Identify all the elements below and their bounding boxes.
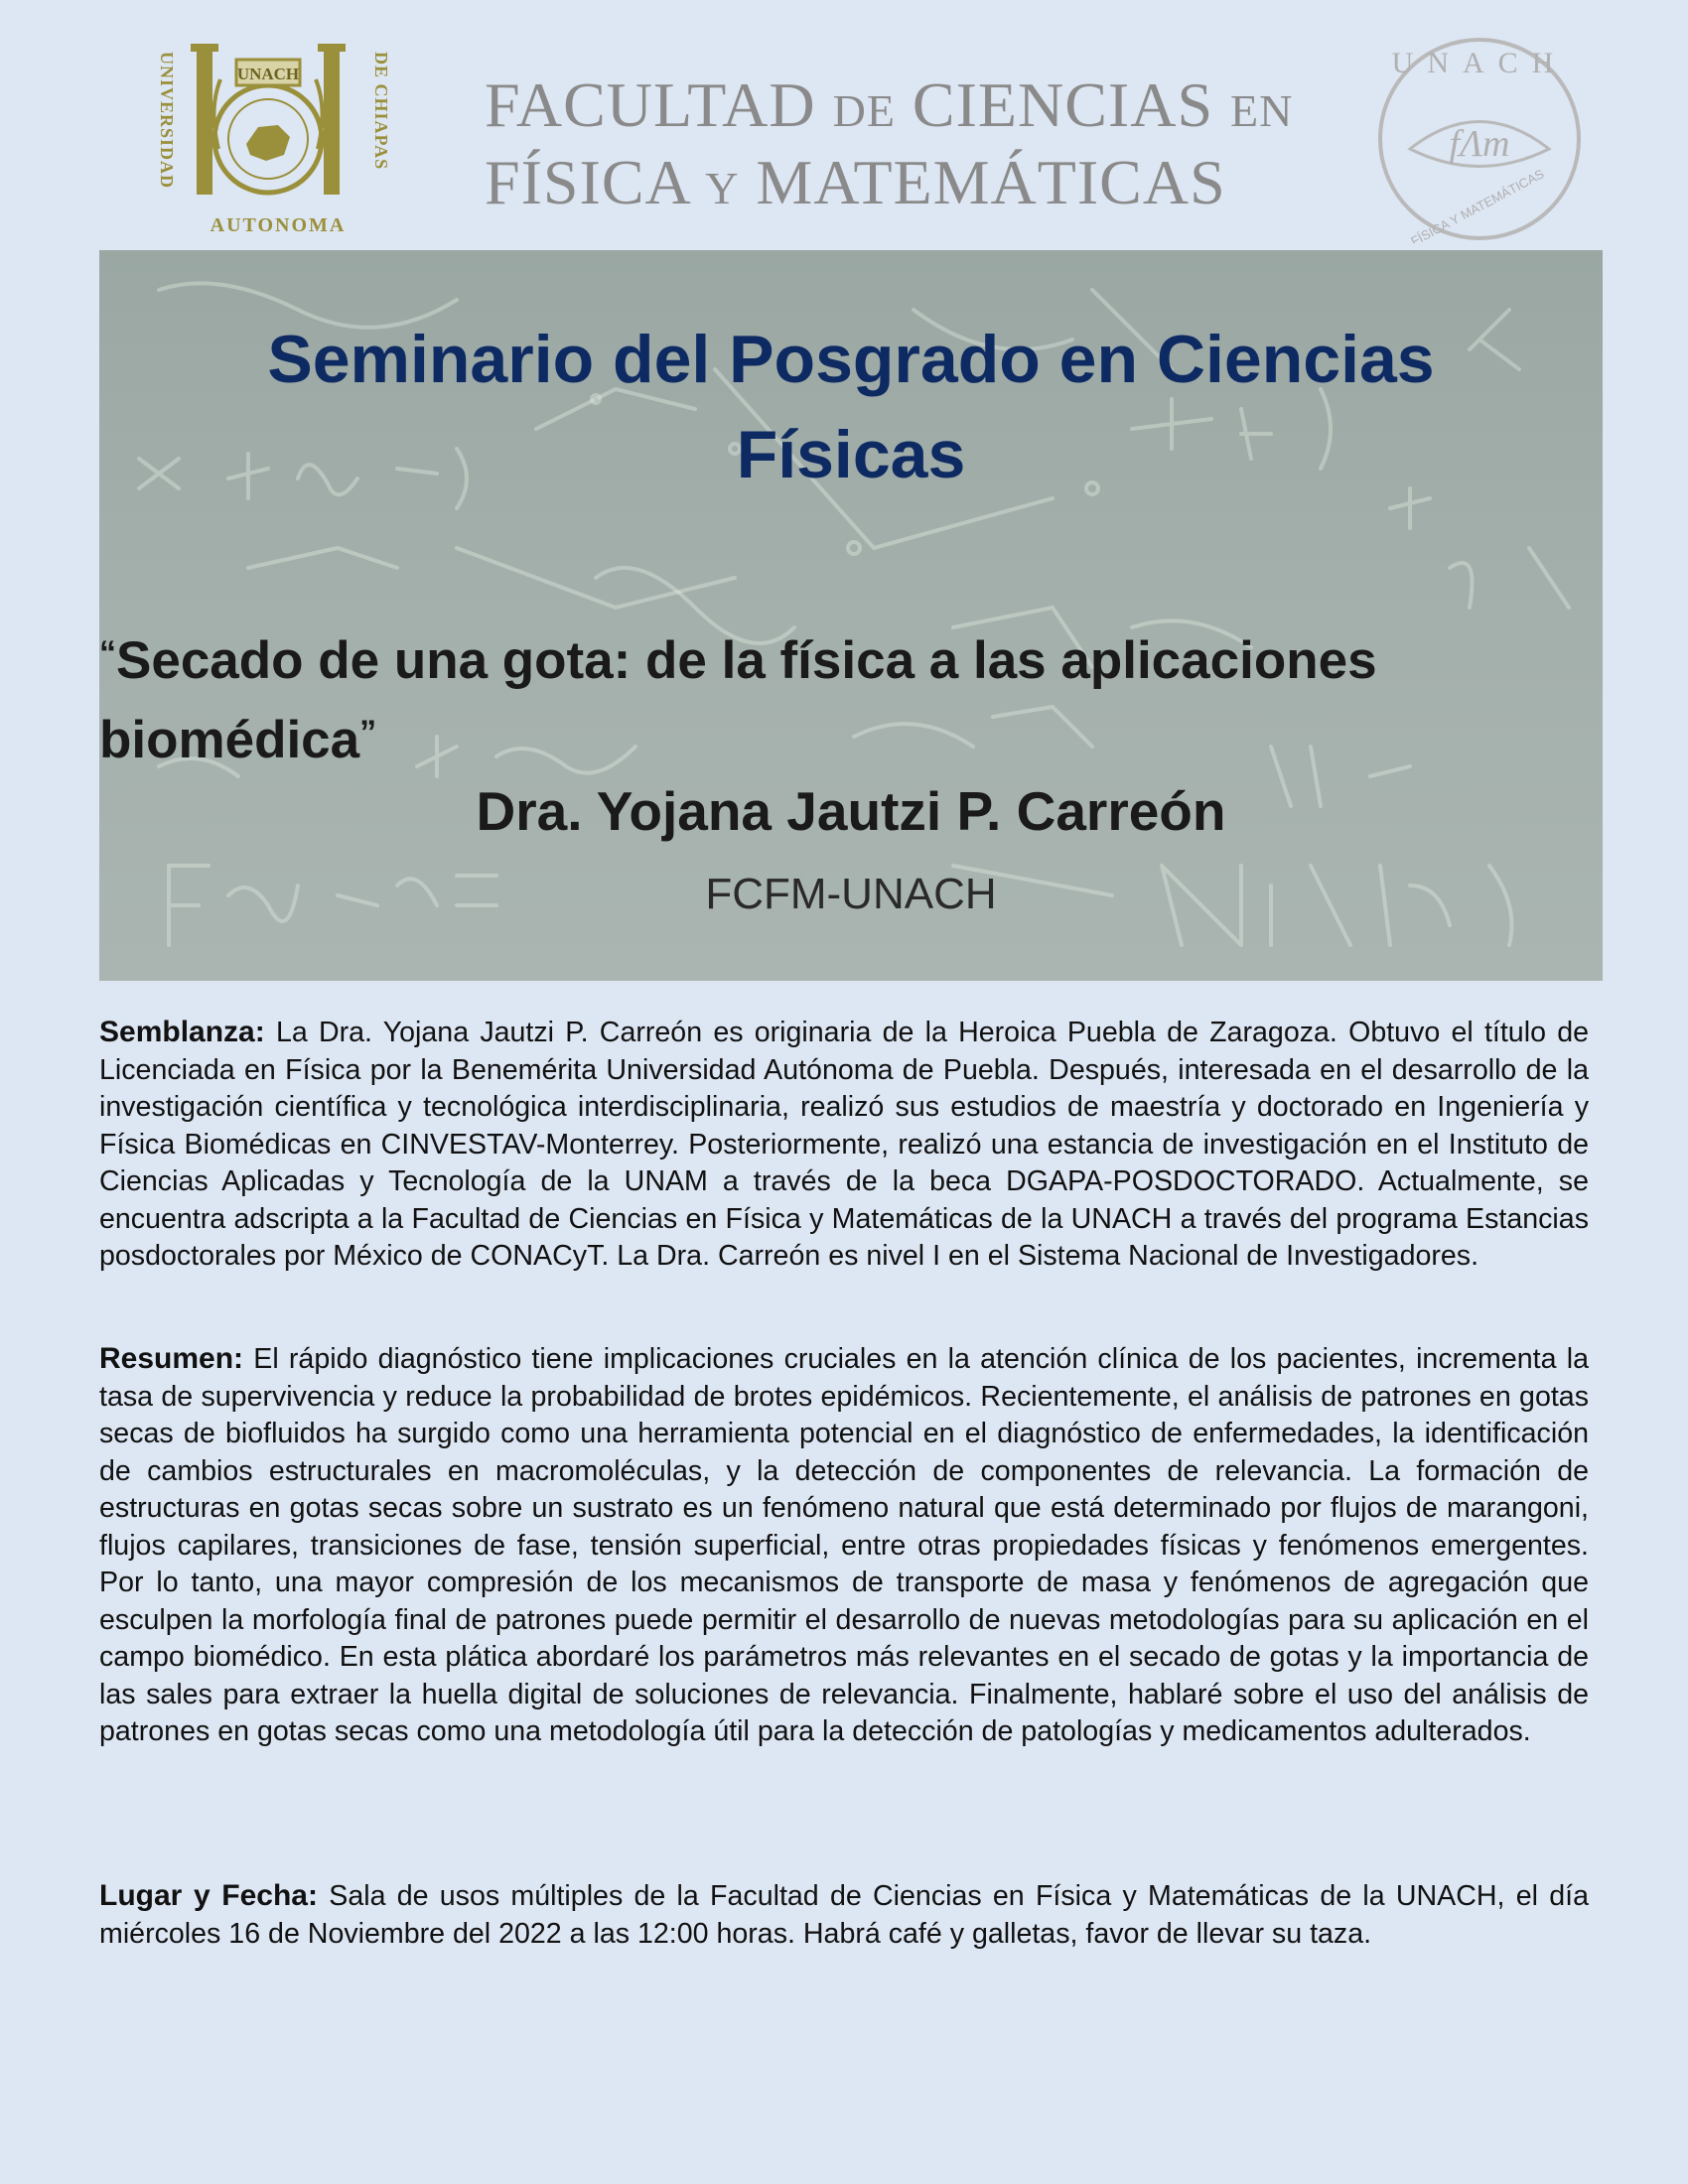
unach-seal-icon	[139, 40, 397, 238]
unach-seal-logo	[139, 40, 397, 238]
speaker-name: Dra. Yojana Jautzi P. Carreón	[476, 780, 1226, 842]
faculty-title	[485, 69, 1358, 224]
open-quote: “	[99, 634, 116, 672]
svg-text:FÍSICA Y MATEMÁTICAS: FÍSICA Y MATEMÁTICAS	[1408, 166, 1547, 243]
talk-title	[99, 617, 1603, 776]
resumen-label: Resumen:	[99, 1342, 244, 1375]
svg-text:UNACH: UNACH	[236, 65, 300, 83]
speaker-affiliation: FCFM-UNACH	[705, 870, 997, 918]
resumen-text: El rápido diagnóstico tiene implicaciones cruciales en la atención clínica de los pacientes, incrementa la tasa de supervivencia y reduce la probabilidad de brotes epidémicos. Recientemente, el análisis de patrones en gotas secas de biofluidos ha surgido como una herramienta potencial en el diagnóstico de enfermedades, la identificación de cambios estructurales en macromoléculas, y la detección de componentes de relevancia. La formación de estructuras en gotas secas sobre un sustrato es un fenómeno natural que está determinado por flujos de marangoni, flujos capilares, transiciones de fase, tensión superficial, entre otras propiedades físicas y fenómenos emergentes. Por lo tanto, una mayor compresión de los mecanismos de transporte de masa y fenómenos de agregación que esculpen la morfología final de patrones puede permitir el desarrollo de nuevas metodologías para su aplicación en el campo biomédico. En esta plática abordaré los parámetros más relevantes en el secado de gotas y la importancia de las sales para extraer la huella digital de soluciones de relevancia. Finalmente, hablaré sobre el uso del análisis de patrones en gotas secas como una metodología útil para la detección de patologías y medicamentos adulterados.	[99, 1343, 1589, 1747]
faculty-title-line2	[485, 147, 1358, 224]
faculty-word: CIENCIAS	[912, 69, 1214, 140]
svg-text:AUTONOMA: AUTONOMA	[210, 214, 347, 236]
faculty-word: FÍSICA	[485, 147, 689, 217]
close-quote: ”	[359, 714, 377, 751]
svg-text:fΛm: fΛm	[1449, 123, 1510, 165]
semblanza-text: La Dra. Yojana Jautzi P. Carreón es originaria de la Heroica Puebla de Zaragoza. Obtuvo el título de Licenciada en Física por la Benemérita Universidad Autónoma de Puebla. Después, interesada en el desarrollo de la investigación científica y tecnológica interdisciplinaria, realizó sus estudios de maestría y doctorado en Ingeniería y Física Biomédicas en CINVESTAV-Monterrey. Posteriormente, realizó una estancia de investigación en el Instituto de Ciencias Aplicadas y Tecnología de la UNAM a través de la beca DGAPA-POSDOCTORADO. Actualmente, se encuentra adscripta a la Facultad de Ciencias en Física y Matemáticas de la UNACH a través del programa Estancias posdoctorales por México de CONACyT. La Dra. Carreón es nivel I en el Sistema Nacional de Investigadores.	[99, 1017, 1589, 1272]
lugar-fecha-text: Sala de usos múltiples de la Facultad de Ciencias en Física y Matemáticas de la UNACH, el día miércoles 16 de Noviembre del 2022 a las 12:00 horas. Habrá café y galletas, favor de llevar su taza.	[99, 1880, 1589, 1950]
fcfm-circle-icon	[1370, 35, 1589, 243]
talk-title-text2: biomédica	[99, 711, 360, 769]
svg-text:DE CHIAPAS: DE CHIAPAS	[371, 52, 391, 171]
seminar-title-line2: Físicas	[736, 417, 966, 492]
lugar-fecha-paragraph	[99, 1877, 1589, 1953]
talk-title-text1: Secado de una gota: de la física a las aplicaciones	[116, 631, 1377, 690]
seminar-title-line1: Seminario del Posgrado en Ciencias	[267, 322, 1435, 397]
lugar-fecha-label: Lugar y Fecha:	[99, 1879, 318, 1912]
fcfm-logo	[1370, 35, 1589, 243]
semblanza-paragraph	[99, 1014, 1589, 1276]
faculty-title-line1	[485, 69, 1358, 147]
svg-text:UNIVERSIDAD: UNIVERSIDAD	[157, 52, 177, 190]
faculty-word: DE	[832, 85, 896, 136]
seminar-banner	[99, 250, 1603, 981]
resumen-paragraph	[99, 1340, 1589, 1751]
faculty-word: Y	[705, 163, 740, 213]
faculty-word: EN	[1230, 85, 1294, 136]
talk-title-line1	[99, 617, 1603, 697]
header	[0, 0, 1688, 248]
faculty-word: FACULTAD	[485, 69, 816, 140]
semblanza-label: Semblanza:	[99, 1016, 265, 1048]
svg-text:UNACH: UNACH	[1391, 47, 1568, 79]
seminar-title	[99, 312, 1603, 502]
talk-title-line2	[99, 697, 1603, 776]
faculty-word: MATEMÁTICAS	[756, 147, 1226, 217]
